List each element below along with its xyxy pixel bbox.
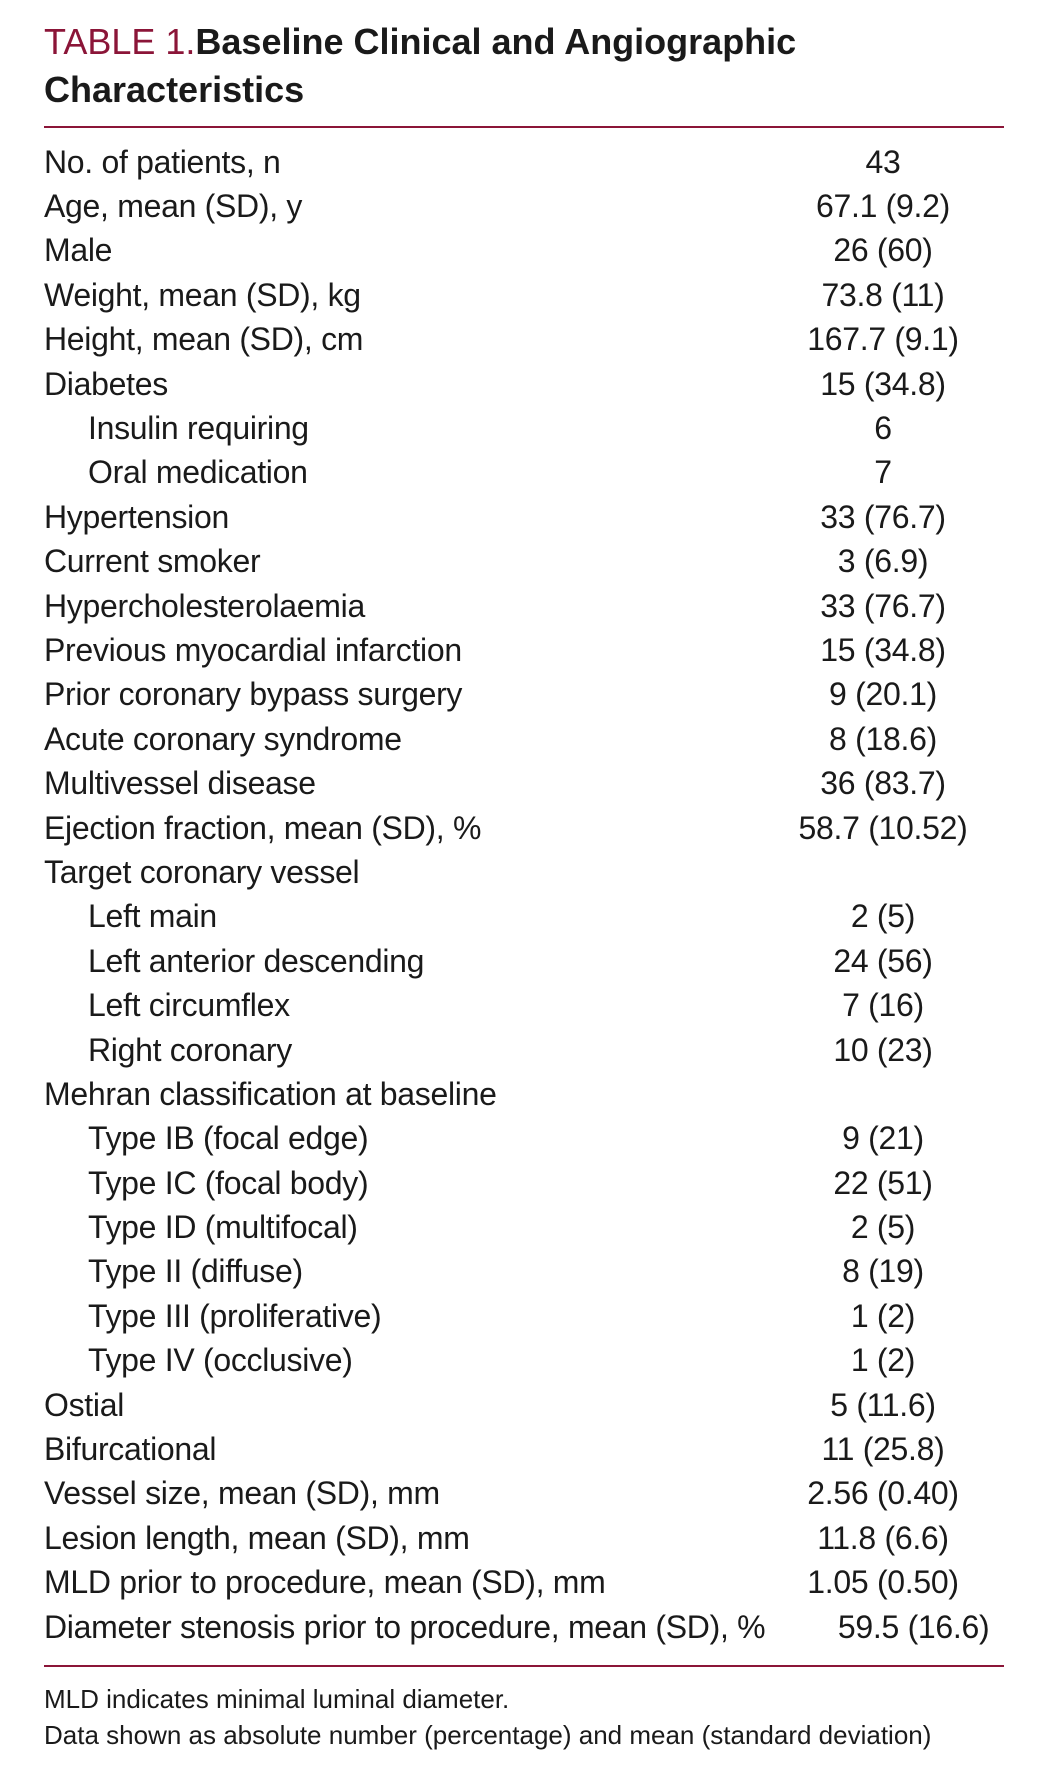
row-value: 33 (76.7) xyxy=(820,587,946,624)
table-title-line1: Baseline Clinical and Angiographic xyxy=(195,21,797,62)
bottom-rule xyxy=(44,1665,1004,1667)
row-label: Type III (proliferative) xyxy=(88,1297,382,1334)
table-row xyxy=(44,1383,1004,1427)
table-row xyxy=(44,761,1004,805)
table-row xyxy=(44,540,1004,584)
row-value: 15 (34.8) xyxy=(820,365,946,402)
row-value: 7 xyxy=(874,454,892,491)
top-rule xyxy=(44,126,1004,128)
table-title-line2: Characteristics xyxy=(44,69,305,110)
row-value: 24 (56) xyxy=(833,942,933,979)
table-title xyxy=(44,18,1004,114)
table-row xyxy=(44,1205,1004,1249)
table-row xyxy=(44,983,1004,1027)
row-label: Left circumflex xyxy=(88,987,290,1024)
row-value: 10 (23) xyxy=(833,1031,933,1068)
row-label: Lesion length, mean (SD), mm xyxy=(44,1519,470,1556)
row-label: Oral medication xyxy=(88,454,308,491)
table-body xyxy=(44,140,1004,1649)
table-row xyxy=(44,229,1004,273)
footnote-abbreviation: MLD indicates minimal luminal diameter. xyxy=(44,1684,510,1715)
table-row xyxy=(44,1161,1004,1205)
row-value: 7 (16) xyxy=(842,987,924,1024)
footnote-data-format: Data shown as absolute number (percentage) and mean (standard deviation) xyxy=(44,1720,932,1751)
table-row xyxy=(44,584,1004,628)
row-label: Height, mean (SD), cm xyxy=(44,321,364,358)
table-row xyxy=(44,1117,1004,1161)
table-row xyxy=(44,1561,1004,1605)
table-row xyxy=(44,451,1004,495)
table-row xyxy=(44,717,1004,761)
row-label: Left main xyxy=(88,898,217,935)
row-value: 2 (5) xyxy=(850,1209,916,1246)
row-label: Vessel size, mean (SD), mm xyxy=(44,1475,440,1512)
row-label: Multivessel disease xyxy=(44,765,316,802)
row-value: 15 (34.8) xyxy=(820,631,946,668)
table-row xyxy=(44,1427,1004,1471)
row-value: 1 (2) xyxy=(850,1342,916,1379)
row-label: Insulin requiring xyxy=(88,410,309,447)
row-value: 8 (18.6) xyxy=(829,720,937,757)
row-value: 6 xyxy=(874,410,892,447)
row-label: Current smoker xyxy=(44,543,261,580)
row-label: Bifurcational xyxy=(44,1431,217,1468)
table-row xyxy=(44,1605,1004,1649)
row-label: Hypercholesterolaemia xyxy=(44,587,365,624)
row-value: 43 xyxy=(865,143,901,180)
row-value: 8 (19) xyxy=(842,1253,924,1290)
table-footnotes xyxy=(44,1681,1004,1753)
table-row xyxy=(44,318,1004,362)
row-value: 3 (6.9) xyxy=(837,543,929,580)
row-value: 167.7 (9.1) xyxy=(807,321,959,358)
row-value: 11 (25.8) xyxy=(821,1431,945,1468)
table-row xyxy=(44,1294,1004,1338)
row-value: 5 (11.6) xyxy=(830,1386,936,1423)
table-row xyxy=(44,406,1004,450)
row-label: Target coronary vessel xyxy=(44,853,360,890)
row-label: Previous myocardial infarction xyxy=(44,631,462,668)
table-row xyxy=(44,673,1004,717)
row-value: 36 (83.7) xyxy=(820,765,946,802)
row-label: Type IC (focal body) xyxy=(88,1164,369,1201)
table-row xyxy=(44,939,1004,983)
row-value: 33 (76.7) xyxy=(820,498,946,535)
row-label: Type II (diffuse) xyxy=(88,1253,303,1290)
row-value: 2.56 (0.40) xyxy=(807,1475,959,1512)
table-row xyxy=(44,362,1004,406)
table-row xyxy=(44,184,1004,228)
row-label: No. of patients, n xyxy=(44,143,281,180)
row-label: Hypertension xyxy=(44,498,229,535)
row-value: 1.05 (0.50) xyxy=(807,1564,959,1601)
table-row xyxy=(44,1472,1004,1516)
table-row xyxy=(44,273,1004,317)
row-label: Ostial xyxy=(44,1386,124,1423)
row-value: 26 (60) xyxy=(833,232,933,269)
row-label: Male xyxy=(44,232,113,269)
table-row xyxy=(44,140,1004,184)
table-row xyxy=(44,1516,1004,1560)
row-value: 11.8 (6.6) xyxy=(817,1519,949,1556)
row-label: Ejection fraction, mean (SD), % xyxy=(44,809,482,846)
table-row xyxy=(44,628,1004,672)
row-label: Left anterior descending xyxy=(88,942,425,979)
row-value: 67.1 (9.2) xyxy=(816,188,950,225)
row-label: Type IB (focal edge) xyxy=(88,1120,369,1157)
row-value: 9 (21) xyxy=(842,1120,924,1157)
row-label: Right coronary xyxy=(88,1031,292,1068)
table-row xyxy=(44,1339,1004,1383)
row-label: Type IV (occlusive) xyxy=(88,1342,353,1379)
row-value: 2 (5) xyxy=(850,898,916,935)
row-label: Acute coronary syndrome xyxy=(44,720,402,757)
row-label: Diameter stenosis prior to procedure, mean (SD), % xyxy=(44,1608,766,1645)
row-label: Type ID (multifocal) xyxy=(88,1209,358,1246)
row-value: 73.8 (11) xyxy=(821,276,945,313)
table-row xyxy=(44,1072,1004,1116)
row-value: 22 (51) xyxy=(833,1164,933,1201)
table-row xyxy=(44,495,1004,539)
row-label: Mehran classification at baseline xyxy=(44,1075,497,1112)
row-value: 9 (20.1) xyxy=(829,676,937,713)
table-row xyxy=(44,850,1004,894)
row-label: Age, mean (SD), y xyxy=(44,188,303,225)
row-value: 59.5 (16.6) xyxy=(837,1608,990,1645)
table-row xyxy=(44,895,1004,939)
table-label: TABLE 1. xyxy=(44,21,196,62)
table-row xyxy=(44,1250,1004,1294)
row-value: 58.7 (10.52) xyxy=(798,809,968,846)
row-label: Prior coronary bypass surgery xyxy=(44,676,463,713)
table-container xyxy=(44,18,1004,1753)
row-label: Diabetes xyxy=(44,365,168,402)
row-label: Weight, mean (SD), kg xyxy=(44,276,361,313)
table-row xyxy=(44,1028,1004,1072)
row-label: MLD prior to procedure, mean (SD), mm xyxy=(44,1564,606,1601)
table-row xyxy=(44,806,1004,850)
row-value: 1 (2) xyxy=(850,1297,916,1334)
